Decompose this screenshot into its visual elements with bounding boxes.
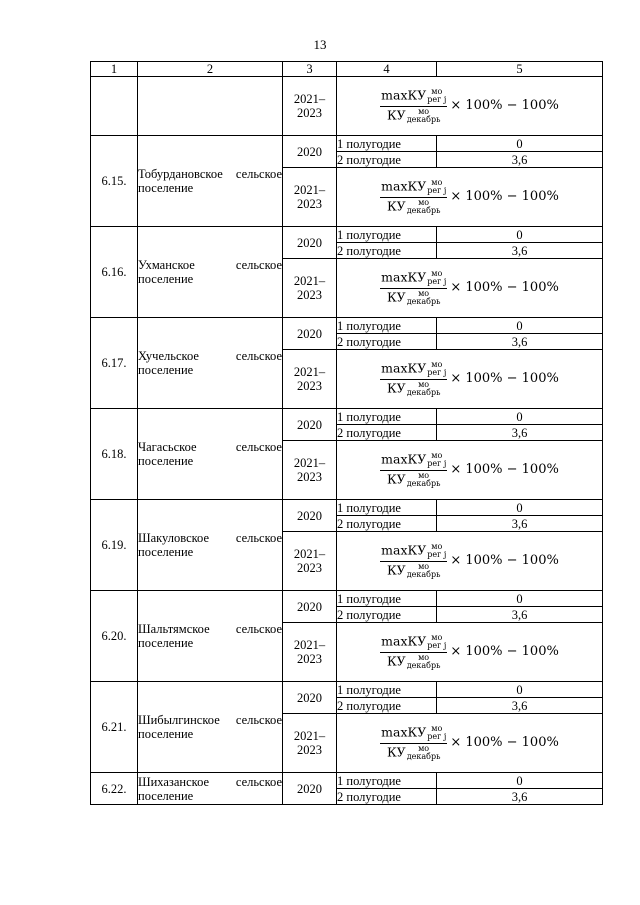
formula-cell [337, 77, 603, 136]
formula-cell [337, 350, 603, 409]
value-cell: 3,6 [437, 698, 603, 714]
table-row [91, 136, 603, 152]
formula-numerator: maxКУ мо рег j [380, 88, 447, 107]
table-row [91, 227, 603, 243]
formula-denominator: КУ мо декабрь [387, 744, 441, 762]
period-cell: 2020 [283, 318, 337, 350]
formula [380, 88, 559, 124]
formula [380, 543, 559, 579]
formula-cell [337, 714, 603, 773]
formula-fraction [380, 88, 447, 124]
table-row-continuation [91, 77, 603, 136]
settlement-name: Шакуловское сельское поселение [138, 500, 283, 591]
formula-fraction [380, 452, 447, 488]
header-col-2: 2 [138, 62, 283, 77]
settlement-name: Тобурдановское сельское поселение [138, 136, 283, 227]
value-cell: 0 [437, 136, 603, 152]
table-body [91, 62, 603, 805]
period-cell: 2021–2023 [283, 441, 337, 500]
value-cell: 3,6 [437, 516, 603, 532]
value-cell: 3,6 [437, 152, 603, 168]
period-cell: 2020 [283, 227, 337, 259]
row-number: 6.19. [91, 500, 138, 591]
row-number: 6.18. [91, 409, 138, 500]
formula-tail: × 100% − 100% [450, 188, 559, 204]
half-year-label: 1 полугодие [337, 409, 437, 425]
header-col-1: 1 [91, 62, 138, 77]
settlement-name [138, 77, 283, 136]
period-cell: 2020 [283, 136, 337, 168]
formula-denominator: КУ мо декабрь [387, 198, 441, 216]
period-cell: 2021–2023 [283, 532, 337, 591]
formula-cell [337, 259, 603, 318]
period-cell: 2020 [283, 409, 337, 441]
period-cell: 2020 [283, 500, 337, 532]
formula-denominator: КУ мо декабрь [387, 562, 441, 580]
half-year-label: 1 полугодие [337, 773, 437, 789]
formula-denominator: КУ мо декабрь [387, 380, 441, 398]
half-year-label: 1 полугодие [337, 682, 437, 698]
value-cell: 3,6 [437, 425, 603, 441]
formula-numerator: maxКУ мо рег j [380, 543, 447, 562]
formula [380, 270, 559, 306]
half-year-label: 1 полугодие [337, 136, 437, 152]
formula-tail: × 100% − 100% [450, 279, 559, 295]
formula-denominator: КУ мо декабрь [387, 107, 441, 125]
formula-cell [337, 623, 603, 682]
settlement-name: Ухманское сельское поселение [138, 227, 283, 318]
formula-numerator: maxКУ мо рег j [380, 452, 447, 471]
row-number: 6.17. [91, 318, 138, 409]
formula-tail: × 100% − 100% [450, 552, 559, 568]
table-row [91, 409, 603, 425]
value-cell: 3,6 [437, 334, 603, 350]
table-row [91, 773, 603, 789]
formula-cell [337, 441, 603, 500]
formula-denominator: КУ мо декабрь [387, 471, 441, 489]
table-row [91, 591, 603, 607]
value-cell: 0 [437, 409, 603, 425]
half-year-label: 1 полугодие [337, 227, 437, 243]
formula-fraction [380, 634, 447, 670]
settlement-name: Шихазанское сельское поселение [138, 774, 282, 803]
formula-numerator: maxКУ мо рег j [380, 634, 447, 653]
value-cell: 0 [437, 773, 603, 789]
formula [380, 725, 559, 761]
row-number: 6.20. [91, 591, 138, 682]
half-year-label: 2 полугодие [337, 789, 437, 805]
settlement-name: Хучельское сельское поселение [138, 318, 283, 409]
value-cell: 0 [437, 500, 603, 516]
half-year-label: 2 полугодие [337, 698, 437, 714]
tariff-table [90, 61, 603, 805]
formula-numerator: maxКУ мо рег j [380, 361, 447, 380]
half-year-label: 1 полугодие [337, 500, 437, 516]
half-year-label: 1 полугодие [337, 318, 437, 334]
formula-fraction [380, 270, 447, 306]
table-row [91, 682, 603, 698]
formula-tail: × 100% − 100% [450, 461, 559, 477]
value-cell: 0 [437, 591, 603, 607]
half-year-label: 2 полугодие [337, 516, 437, 532]
half-year-label: 1 полугодие [337, 591, 437, 607]
formula-cell [337, 168, 603, 227]
settlement-name: Шальтямское сельское поселение [138, 591, 283, 682]
period-cell: 2020 [283, 682, 337, 714]
row-number: 6.16. [91, 227, 138, 318]
formula-denominator: КУ мо декабрь [387, 653, 441, 671]
value-cell: 3,6 [437, 789, 603, 805]
row-number: 6.21. [91, 682, 138, 773]
formula [380, 179, 559, 215]
formula-fraction [380, 361, 447, 397]
period-cell: 2021–2023 [283, 168, 337, 227]
row-number: 6.22. [91, 773, 138, 805]
period-cell: 2020 [283, 591, 337, 623]
half-year-label: 2 полугодие [337, 607, 437, 623]
formula [380, 452, 559, 488]
formula-numerator: maxКУ мо рег j [380, 179, 447, 198]
formula-fraction [380, 725, 447, 761]
period-cell: 2021–2023 [283, 77, 337, 136]
value-cell: 0 [437, 682, 603, 698]
formula-tail: × 100% − 100% [450, 97, 559, 113]
header-col-4: 4 [337, 62, 437, 77]
header-col-5: 5 [437, 62, 603, 77]
formula-tail: × 100% − 100% [450, 734, 559, 750]
header-col-3: 3 [283, 62, 337, 77]
row-number [91, 77, 138, 136]
formula-denominator: КУ мо декабрь [387, 289, 441, 307]
table-row [91, 318, 603, 334]
value-cell: 3,6 [437, 243, 603, 259]
period-cell: 2021–2023 [283, 714, 337, 773]
period-cell: 2021–2023 [283, 259, 337, 318]
formula-fraction [380, 179, 447, 215]
half-year-label: 2 полугодие [337, 152, 437, 168]
header-row [91, 62, 603, 77]
settlement-name: Шибылгинское сельское поселение [138, 682, 283, 773]
formula-numerator: maxКУ мо рег j [380, 270, 447, 289]
table-row [91, 500, 603, 516]
formula-tail: × 100% − 100% [450, 370, 559, 386]
period-cell: 2021–2023 [283, 623, 337, 682]
formula-fraction [380, 543, 447, 579]
formula [380, 361, 559, 397]
value-cell: 0 [437, 227, 603, 243]
half-year-label: 2 полугодие [337, 243, 437, 259]
half-year-label: 2 полугодие [337, 425, 437, 441]
half-year-label: 2 полугодие [337, 334, 437, 350]
formula-numerator: maxКУ мо рег j [380, 725, 447, 744]
formula [380, 634, 559, 670]
period-cell: 2021–2023 [283, 350, 337, 409]
value-cell: 0 [437, 318, 603, 334]
value-cell: 3,6 [437, 607, 603, 623]
page-number: 13 [313, 37, 327, 52]
period-cell: 2020 [283, 773, 337, 805]
settlement-name: Чагасьское сельское поселение [138, 409, 283, 500]
formula-tail: × 100% − 100% [450, 643, 559, 659]
row-number: 6.15. [91, 136, 138, 227]
formula-cell [337, 532, 603, 591]
